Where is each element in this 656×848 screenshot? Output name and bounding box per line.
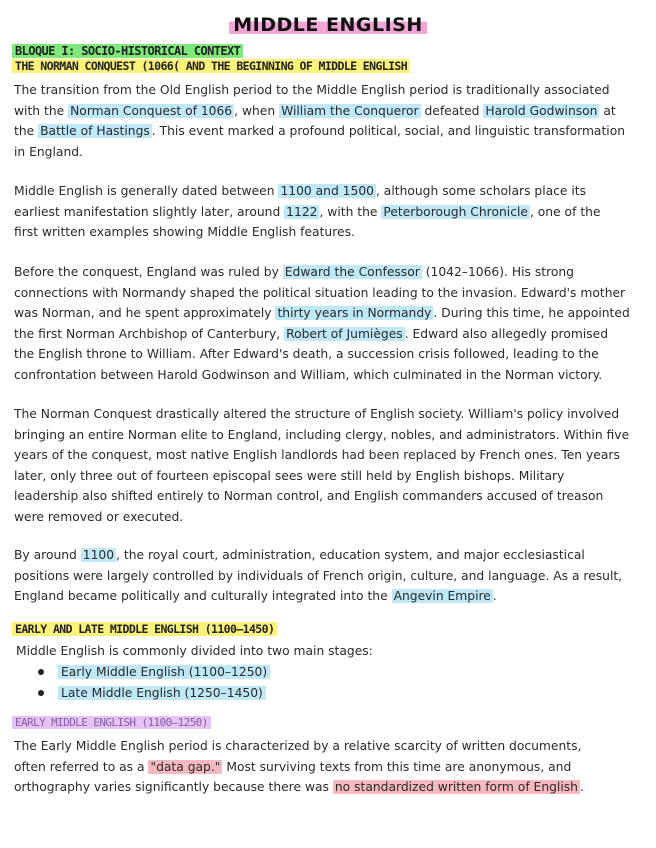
text-line: with the Norman Conquest of 1066 , when William the Conqueror defeated Harold Godwinson at	[14, 103, 616, 118]
stage-late: Late Middle English (1250–1450)	[58, 686, 266, 700]
text-line: the first Norman Archbishop of Canterbury, Robert of Jumièges . Edward also allegedly promised	[14, 326, 609, 341]
list-item	[38, 683, 270, 704]
paragraph-transition	[14, 80, 646, 162]
heading-early-late: EARLY AND LATE MIDDLE ENGLISH (1100–1450)	[12, 622, 277, 636]
text-line: in England.	[14, 144, 83, 159]
text-line: the Battle of Hastings . This event marked a profound political, social, and linguistic transformation	[14, 124, 626, 138]
text-line: Middle English is generally dated between 1100 and 1500 , although some scholars place its	[14, 184, 587, 198]
highlight-edward: Edward the Confessor	[284, 265, 420, 279]
highlight-hastings: Battle of Hastings	[40, 124, 150, 138]
text-line: The Early Middle English period is characterized by a relative scarcity of written documents,	[14, 739, 582, 753]
text-line: were removed or executed.	[14, 509, 184, 524]
text-line: connections with Normandy shaped the political situation leading to the invasion. Edward's mother	[14, 285, 626, 300]
highlight-1100-1500: 1100 and 1500	[280, 184, 374, 198]
paragraph-dating	[14, 181, 646, 243]
text-line: first written examples showing Middle English features.	[14, 225, 355, 239]
text-line: earliest manifestation slightly later, around 1122 , with the Peterborough Chronicle , one of the	[14, 204, 601, 219]
stage-early: Early Middle English (1100–1250)	[58, 665, 270, 679]
stages-list	[38, 662, 270, 704]
text-line: England became politically and culturally integrated into the Angevin Empire .	[14, 589, 497, 603]
text-line: often referred to as a "data gap." Most surviving texts from this time are anonymous, and	[14, 759, 572, 774]
highlight-angevin: Angevin Empire	[393, 589, 491, 603]
highlight-robert: Robert of Jumièges	[286, 326, 403, 341]
highlight-william: William the Conqueror	[281, 103, 419, 118]
highlight-thirty-years: thirty years in Normandy	[277, 306, 432, 320]
highlight-1122: 1122	[286, 204, 318, 219]
text-line: Before the conquest, England was ruled by Edward the Confessor (1042–1066). His strong	[14, 265, 574, 279]
text-line: By around 1100 , the royal court, administration, education system, and major ecclesiastical	[14, 548, 585, 562]
text-line: later, only three out of fourteen episcopal sees were still held by English bishops. Military	[14, 468, 565, 483]
page-title-wrapper	[0, 14, 656, 36]
highlight-1100: 1100	[82, 548, 115, 562]
highlight-peterborough: Peterborough Chronicle	[383, 204, 528, 219]
highlight-data-gap: "data gap."	[150, 759, 221, 774]
text-line: orthography varies significantly because there was no standardized written form of English .	[14, 780, 584, 794]
paragraph-society	[14, 404, 646, 527]
text-line: was Norman, and he spent approximately thirty years in Normandy . During this time, he appointed	[14, 306, 630, 320]
text-line: bringing an entire Norman elite to England, including clergy, nobles, and administrators. Within five	[14, 427, 630, 442]
highlight-harold: Harold Godwinson	[485, 103, 598, 118]
section-heading: BLOQUE I: SOCIO-HISTORICAL CONTEXT	[12, 44, 243, 58]
paragraph-before-conquest	[14, 262, 646, 385]
heading-early-middle-english: EARLY MIDDLE ENGLISH (1100–1250)	[12, 716, 211, 729]
text-line: confrontation between Harold Godwinson and William, which culminated in the Norman victory.	[14, 367, 603, 382]
text-line: years of the conquest, most native English landlords had been replaced by French ones. Ten years	[14, 448, 620, 462]
paragraph-data-gap	[14, 736, 646, 798]
highlight-no-standard: no standardized written form of English	[334, 780, 578, 794]
paragraph-french-control	[14, 545, 646, 607]
text-line: the English throne to William. After Edward's death, a succession crisis followed, leading to the	[14, 347, 599, 361]
text-line: positions were largely controlled by individuals of French origin, culture, and language. As a result,	[14, 568, 623, 583]
page-title: MIDDLE ENGLISH	[229, 14, 426, 36]
text-line: leadership also shifted entirely to Norman control, and English commanders accused of treason	[14, 489, 604, 503]
highlight-norman-conquest: Norman Conquest of 1066	[70, 103, 233, 118]
intro-stages: Middle English is commonly divided into two main stages:	[16, 644, 373, 658]
subheading-norman-conquest: THE NORMAN CONQUEST (1066( AND THE BEGINNING OF MIDDLE ENGLISH	[12, 59, 410, 73]
text-line: The Norman Conquest drastically altered the structure of English society. William's policy involved	[14, 407, 620, 421]
text-line: The transition from the Old English period to the Middle English period is traditionally associated	[14, 83, 610, 97]
list-item	[38, 662, 270, 683]
